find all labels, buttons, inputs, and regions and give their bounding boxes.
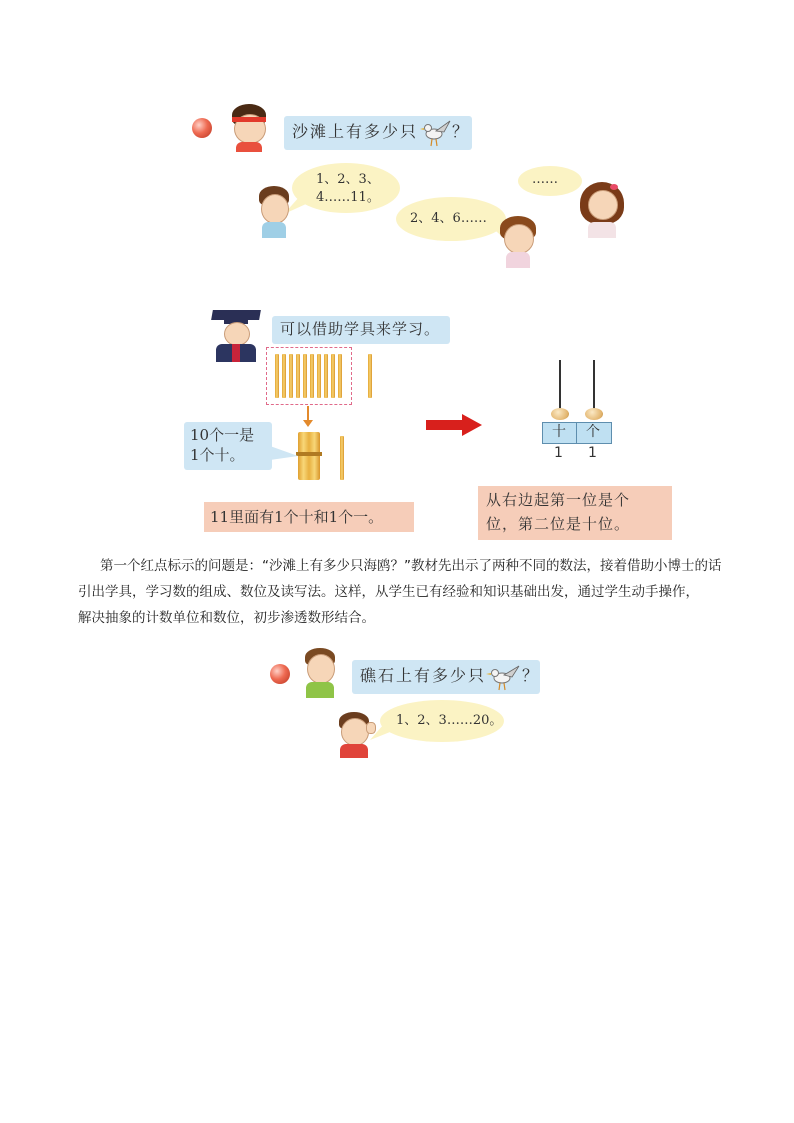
ten-sticks-dashed-box (266, 347, 352, 405)
down-arrow-icon (302, 406, 314, 428)
eleven-composition-text: 11里面有1个十和1个一。 (210, 508, 384, 526)
girl2-answer-bubble (518, 166, 582, 196)
reef-answer-bubble (380, 700, 504, 742)
seagull-icon (420, 119, 452, 147)
girl-pigtails-illustration (498, 216, 538, 268)
boy-red-shirt-illustration (336, 712, 376, 758)
ten-ones-line2: 1个十。 (190, 446, 245, 464)
doctor-speech-bubble (272, 316, 450, 344)
girl2-answer-text: …… (532, 172, 558, 187)
place-value-line1: 从右边起第一位是个 (486, 491, 631, 509)
girl-answer-text: 2、4、6…… (410, 211, 487, 226)
abacus-tens-value: 1 (554, 445, 563, 461)
girl-long-hair-illustration (580, 182, 624, 238)
boy-answer-line1: 1、2、3、 (316, 172, 380, 187)
abacus-ones-value: 1 (588, 445, 597, 461)
red-dot-icon (270, 664, 290, 684)
boy-illustration (256, 186, 292, 238)
question-mark: ？ (452, 122, 469, 141)
boy-headband-illustration (228, 104, 270, 152)
single-stick (340, 436, 344, 480)
tens-bead (551, 408, 569, 420)
bubble-tail (270, 446, 298, 462)
single-stick (368, 354, 372, 398)
doctor-speech-text: 可以借助学具来学习。 (280, 320, 441, 338)
ten-ones-line1: 10个一是 (190, 426, 255, 444)
reef-answer-text: 1、2、3……20。 (396, 713, 503, 728)
question-mark: ？ (522, 666, 539, 685)
right-arrow-icon (426, 414, 482, 436)
ten-ones-bubble (184, 422, 272, 470)
seagull-icon (486, 663, 520, 691)
abacus-ones-label: 个 (586, 424, 600, 440)
doctor-illustration (212, 308, 260, 362)
boy-answer-line2: 4……11。 (316, 190, 380, 205)
question-bubble-reef (352, 660, 540, 694)
place-value-box (478, 486, 672, 540)
paragraph-line: 解决抽象的计数单位和数位，初步渗透数形结合。 (78, 610, 375, 626)
red-dot-icon (192, 118, 212, 138)
place-value-line2: 位，第二位是十位。 (486, 515, 631, 533)
stick-bundle (298, 432, 320, 480)
question-bubble-beach (284, 116, 472, 150)
explanation-paragraph (78, 553, 730, 631)
eleven-composition-box (204, 502, 414, 532)
question-text-reef: 礁石上有多少只 (360, 666, 487, 685)
question-text-beach: 沙滩上有多少只 (292, 122, 419, 141)
boy-green-shirt-illustration (302, 648, 338, 698)
abacus-tens-label: 十 (552, 424, 566, 440)
paragraph-line: 引出学具，学习数的组成、数位及读写法。这样，从学生已有经验和知识基础出发，通过学生动手操作， (78, 584, 699, 600)
ones-bead (585, 408, 603, 420)
abacus (542, 360, 612, 462)
paragraph-line: 第一个红点标示的问题是：“沙滩上有多少只海鸥？”教材先出示了两种不同的数法，接着借助小博士的话 (100, 558, 722, 574)
boy-answer-bubble (292, 163, 400, 213)
